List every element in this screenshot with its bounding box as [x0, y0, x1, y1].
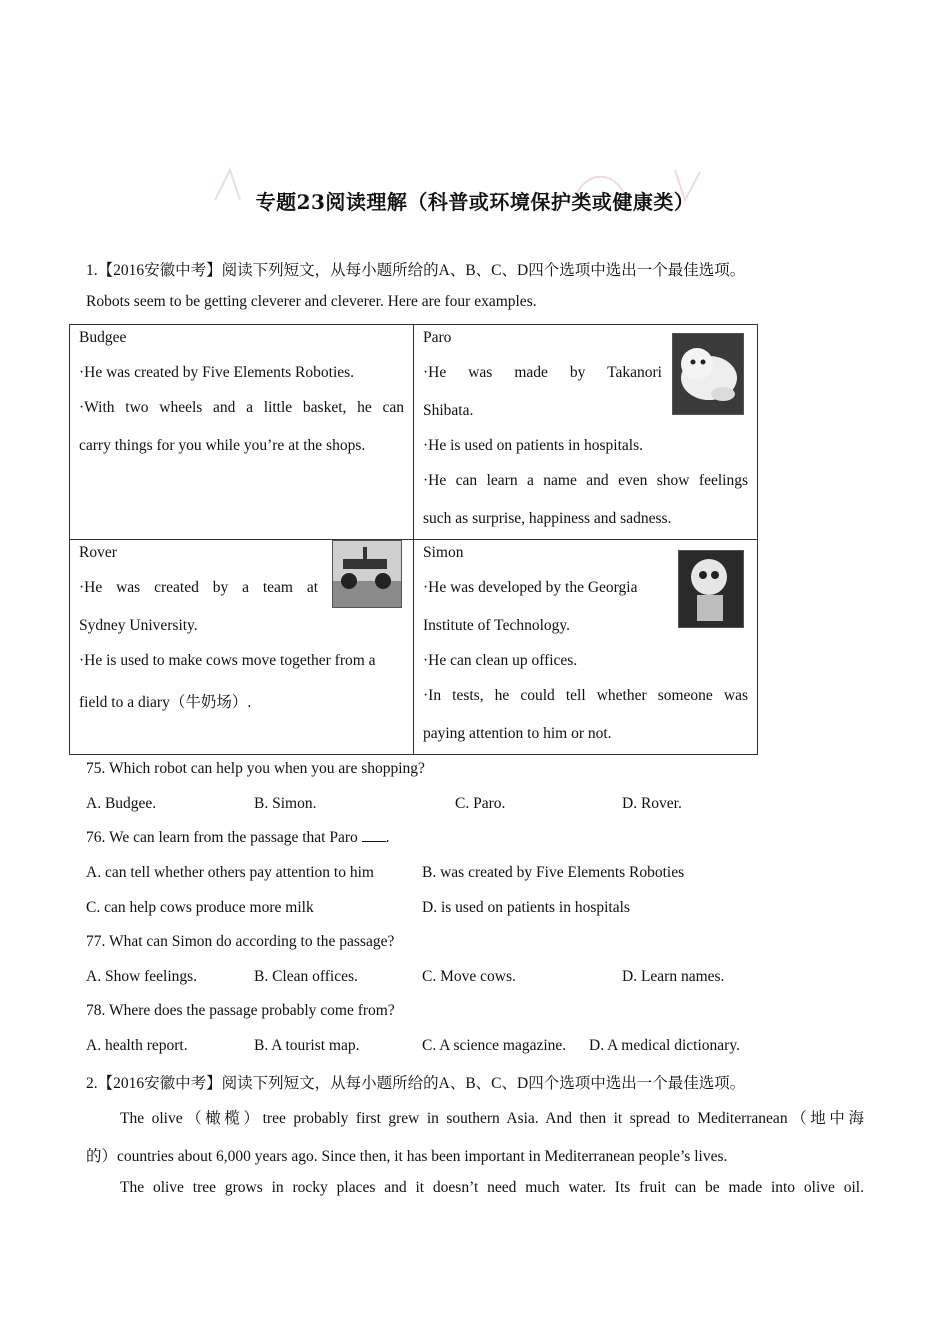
robot-fact: ·He is used on patients in hospitals.	[423, 437, 643, 454]
page-title: 专题23阅读理解（科普或环境保护类或健康类）	[255, 190, 695, 214]
robot-fact: ·He can learn a name and even show feelings	[423, 472, 748, 489]
question-1-intro: 1.【2016安徽中考】阅读下列短文，从每小题所给的A、B、C、D四个选项中选出一个最佳选项。	[86, 262, 746, 279]
robot-fact: ·He was developed by the Georgia	[423, 579, 638, 596]
option-b: B. was created by Five Elements Roboties	[422, 864, 685, 881]
robot-name: Simon	[423, 544, 464, 561]
option-d: D. Learn names.	[622, 968, 725, 985]
robot-cell-paro	[414, 325, 758, 540]
option-d: D. A medical dictionary.	[589, 1037, 740, 1054]
question-stem: 76. We can learn from the passage that Paro	[86, 829, 358, 846]
passage-line: 的）countries about 6,000 years ago. Since then, it has been important in Mediterranean people’s lives.	[86, 1148, 728, 1165]
question-stem-end: .	[385, 829, 390, 846]
robot-fact: ·He is used to make cows move together from a	[79, 652, 376, 669]
robot-fact: ·He was created by Five Elements Roboties.	[79, 364, 355, 381]
option-a: A. Budgee.	[86, 795, 157, 812]
question-2-intro: 2.【2016安徽中考】阅读下列短文，从每小题所给的A、B、C、D四个选项中选出一个最佳选项。	[86, 1075, 746, 1092]
robot-fact: such as surprise, happiness and sadness.	[423, 510, 672, 527]
robot-name: Paro	[423, 329, 452, 346]
question-stem: 78. Where does the passage probably come from?	[86, 1002, 395, 1019]
option-d: D. Rover.	[622, 795, 682, 812]
option-a: A. health report.	[86, 1037, 188, 1054]
robot-fact: ·In tests, he could tell whether someone was	[423, 687, 748, 704]
robot-fact: Shibata.	[423, 402, 474, 419]
question-stem: 77. What can Simon do according to the passage?	[86, 933, 395, 950]
option-c: C. A science magazine.	[422, 1037, 567, 1054]
robot-cell-simon	[414, 540, 758, 755]
option-b: B. A tourist map.	[254, 1037, 360, 1054]
answer-blank	[362, 829, 386, 842]
robot-fact: field to a diary（牛奶场）.	[79, 694, 252, 711]
robots-table	[69, 324, 758, 755]
option-a: A. can tell whether others pay attention to him	[86, 864, 374, 881]
robot-fact: ·He was created by a team at	[79, 579, 318, 596]
option-b: B. Simon.	[254, 795, 317, 812]
option-a: A. Show feelings.	[86, 968, 198, 985]
robot-fact: Sydney University.	[79, 617, 198, 634]
rover-robot-image	[332, 540, 402, 608]
robot-name: Rover	[79, 544, 117, 561]
option-d: D. is used on patients in hospitals	[422, 899, 630, 916]
robot-fact: Institute of Technology.	[423, 617, 571, 634]
passage-line: The olive（橄榄）tree probably first grew in southern Asia. And then it spread to Mediterranean（地中海	[120, 1110, 864, 1127]
option-b: B. Clean offices.	[254, 968, 358, 985]
robot-cell-budgee	[70, 325, 414, 540]
option-c: C. Move cows.	[422, 968, 516, 985]
robot-fact: ·He can clean up offices.	[423, 652, 578, 669]
question-stem-76	[86, 829, 390, 847]
robot-fact: ·With two wheels and a little basket, he can	[79, 399, 404, 416]
option-c: C. can help cows produce more milk	[86, 899, 314, 916]
paro-seal-image	[672, 333, 744, 415]
simon-robot-image	[678, 550, 744, 628]
robot-cell-rover	[70, 540, 414, 755]
robot-name: Budgee	[79, 329, 127, 346]
question-stem: 75. Which robot can help you when you are shopping?	[86, 760, 425, 777]
robot-fact: carry things for you while you’re at the shops.	[79, 437, 366, 454]
passage-line: The olive tree grows in rocky places and it doesn’t need much water. Its fruit can be made into olive oil.	[120, 1179, 864, 1196]
robot-fact: ·He was made by Takanori	[423, 364, 662, 381]
option-c: C. Paro.	[455, 795, 506, 812]
passage-lead: Robots seem to be getting cleverer and cleverer. Here are four examples.	[86, 293, 537, 310]
robot-fact: paying attention to him or not.	[423, 725, 612, 742]
